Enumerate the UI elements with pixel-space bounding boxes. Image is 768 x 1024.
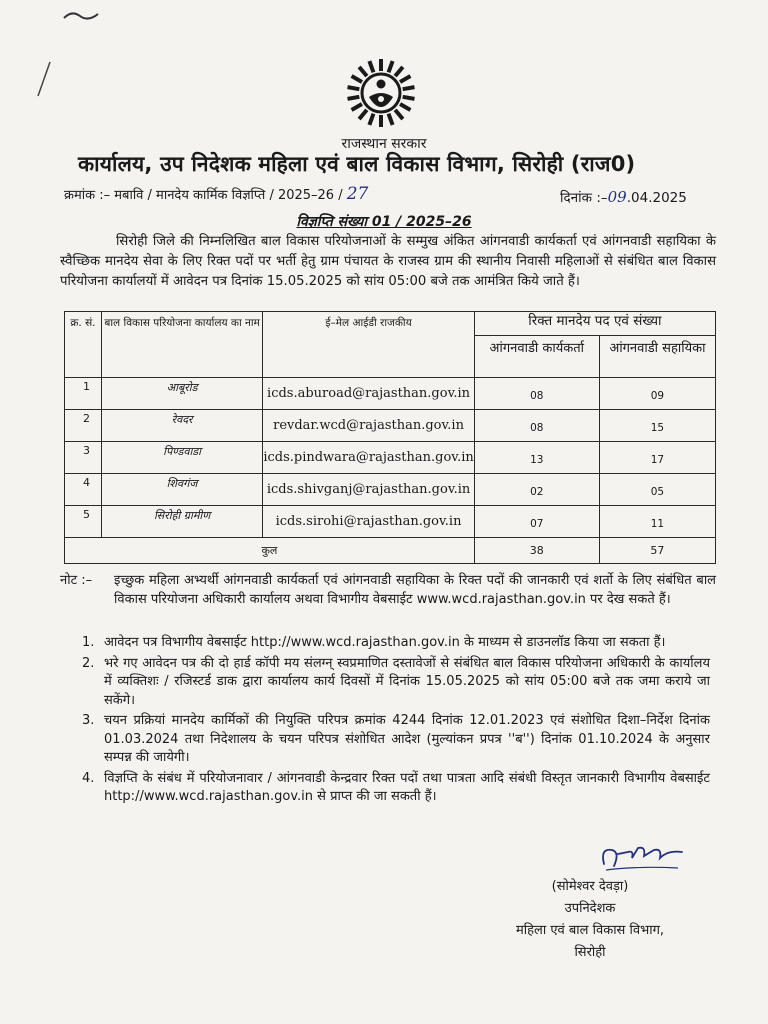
row-project: पिण्डवाडा bbox=[101, 442, 262, 474]
row-project: सिरोही ग्रामीण bbox=[101, 506, 262, 538]
header-helper: आंगनवाडी सहायिका bbox=[599, 336, 715, 378]
list-item-text: चयन प्रक्रियां मानदेय कार्मिकों की नियुक्ति परिपत्र क्रमांक 4244 दिनांक 12.01.2023 एवं संशोधित दिशा–निर्देश दिनांक 01.03.2024 तथा निदेशालय के चयन परिपत्र संशोधित आदेश (मुल्यांकन प्रपत्र ''ब'') दिनांक 01.10.2024 के अनुसार सम्पन्न की जायेगी। bbox=[104, 713, 710, 765]
row-sno: 1 bbox=[65, 378, 102, 410]
row-helper-count: 15 bbox=[599, 410, 715, 442]
row-worker-count: 08 bbox=[474, 378, 599, 410]
row-helper-count: 11 bbox=[599, 506, 715, 538]
total-helper-count: 57 bbox=[599, 538, 715, 564]
row-helper-count: 09 bbox=[599, 378, 715, 410]
row-worker-count: 08 bbox=[474, 410, 599, 442]
row-worker-count: 13 bbox=[474, 442, 599, 474]
total-label: कुल bbox=[65, 538, 475, 564]
reference-label: क्रमांक :– मबावि / मानदेय कार्मिक विज्ञप्ति / 2025–26 / bbox=[64, 188, 347, 203]
document-date bbox=[560, 188, 687, 206]
reference-handwritten-number: 27 bbox=[346, 184, 369, 204]
header-worker: आंगनवाडी कार्यकर्ता bbox=[474, 336, 599, 378]
header-sno: क्र. सं. bbox=[65, 312, 102, 378]
row-sno: 5 bbox=[65, 506, 102, 538]
table-row bbox=[65, 474, 716, 506]
notice-number: विज्ञप्ति संख्या 01 / 2025–26 bbox=[296, 214, 472, 230]
row-email: icds.shivganj@rajasthan.gov.in bbox=[263, 474, 474, 506]
row-sno: 3 bbox=[65, 442, 102, 474]
list-item-number: 2. bbox=[82, 655, 95, 671]
list-item bbox=[82, 770, 710, 807]
row-sno: 4 bbox=[65, 474, 102, 506]
total-worker-count: 38 bbox=[474, 538, 599, 564]
list-item-number: 1. bbox=[82, 635, 95, 650]
department-emblem-icon bbox=[346, 58, 416, 128]
row-worker-count: 02 bbox=[474, 474, 599, 506]
date-label: दिनांक :– bbox=[560, 190, 608, 206]
row-project: शिवगंज bbox=[101, 474, 262, 506]
note-label: नोट :– bbox=[60, 573, 93, 588]
note-section bbox=[60, 572, 716, 609]
header-vacant-posts: रिक्त मानदेय पद एवं संख्या bbox=[474, 312, 715, 336]
signatory-place: सिरोही bbox=[574, 945, 606, 960]
row-email: revdar.wcd@rajasthan.gov.in bbox=[263, 410, 474, 442]
list-item bbox=[82, 655, 710, 711]
row-worker-count: 07 bbox=[474, 506, 599, 538]
list-item bbox=[82, 634, 710, 653]
table-row bbox=[65, 506, 716, 538]
signatory-department: महिला एवं बाल विकास विभाग, bbox=[515, 923, 665, 938]
table-row bbox=[65, 410, 716, 442]
row-project: रेवदर bbox=[101, 410, 262, 442]
list-item-number: 3. bbox=[82, 713, 95, 728]
date-rest: .04.2025 bbox=[626, 190, 687, 206]
list-item bbox=[82, 712, 710, 768]
office-title: कार्यालय, उप निदेशक महिला एवं बाल विकास विभाग, सिरोही (राज0) bbox=[78, 152, 636, 176]
list-item-text: भरे गए आवेदन पत्र की दो हार्ड कॉपी मय संलग्न् स्वप्रमाणित दस्तावेजों से संबंधित बाल विकास परियोजना अधिकारी के कार्यालय में व्यक्तिशः / रजिस्टर्ड डाक द्वारा कार्यालय कार्य दिवसों में दिनांक 15.05.2025 को सांय 05:00 बजे तक जमा कराये जा सकेंगे। bbox=[104, 655, 710, 708]
row-email: icds.aburoad@rajasthan.gov.in bbox=[263, 378, 474, 410]
pen-mark bbox=[62, 8, 102, 28]
row-email: icds.sirohi@rajasthan.gov.in bbox=[263, 506, 474, 538]
header-email: ई–मेल आईडी राजकीय bbox=[263, 312, 474, 378]
signatory-name: (सोमेश्वर देवड़ा) bbox=[551, 879, 629, 894]
pen-mark bbox=[34, 60, 54, 100]
reference-number bbox=[64, 184, 368, 204]
table-row bbox=[65, 378, 716, 410]
instruction-list bbox=[82, 634, 710, 809]
government-title: राजस्थान सरकार bbox=[341, 136, 427, 152]
row-project: आबूरोड bbox=[101, 378, 262, 410]
vacancy-table bbox=[64, 311, 716, 564]
table-total-row bbox=[65, 538, 716, 564]
header-project: बाल विकास परियोजना कार्यालय का नाम bbox=[101, 312, 262, 378]
row-sno: 2 bbox=[65, 410, 102, 442]
intro-paragraph: सिरोही जिले की निम्नलिखित बाल विकास परियोजनाओं के सम्मुख अंकित आंगनवाडी कार्यकर्ता एवं आंगनवाडी सहायिका के स्वैच्छिक मानदेय सेवा के लिए रिक्त पदों पर भर्ती हेतु ग्राम पंचायत के राजस्व ग्राम की स्थानीय निवासी महिलाओं से संबंधित बाल विकास परियोजना कार्यालयों में आवेदन पत्र दिनांक 15.05.2025 को सांय 05:00 बजे तक आमंत्रित किये जाते हैं। bbox=[60, 234, 716, 289]
signatory-block bbox=[470, 876, 710, 964]
row-helper-count: 17 bbox=[599, 442, 715, 474]
list-item-text: आवेदन पत्र विभागीय वेबसाईट http://www.wcd.rajasthan.gov.in के माध्यम से डाउनलॉड किया जा सकता हैं। bbox=[104, 635, 666, 650]
list-item-text: विज्ञप्ति के संबंध में परियोजनावार / आंगनवाडी केन्द्रवार रिक्त पदों तथा पात्रता आदि संबंधी विस्तृत जानकारी विभागीय वेबसाईट http://www.wcd.rajasthan.gov.in से प्राप्त की जा सकती हैं। bbox=[104, 770, 710, 804]
handwritten-signature bbox=[598, 840, 688, 880]
row-email: icds.pindwara@rajasthan.gov.in bbox=[263, 442, 474, 474]
date-handwritten-day: 09 bbox=[607, 188, 627, 206]
list-item-number: 4. bbox=[82, 770, 95, 786]
table-row bbox=[65, 442, 716, 474]
row-helper-count: 05 bbox=[599, 474, 715, 506]
signatory-designation: उपनिदेशक bbox=[564, 901, 616, 916]
note-text: इच्छुक महिला अभ्यर्थी आंगनवाडी कार्यकर्ता एवं आंगनवाडी सहायिका के रिक्त पदों की जानकारी एवं शर्तो के लिए संबंधित बाल विकास परियोजना अधिकारी कार्यालय अथवा विभागीय वेबसाईट www.wcd.rajasthan.gov.in पर देख सकते हैं। bbox=[114, 573, 716, 607]
